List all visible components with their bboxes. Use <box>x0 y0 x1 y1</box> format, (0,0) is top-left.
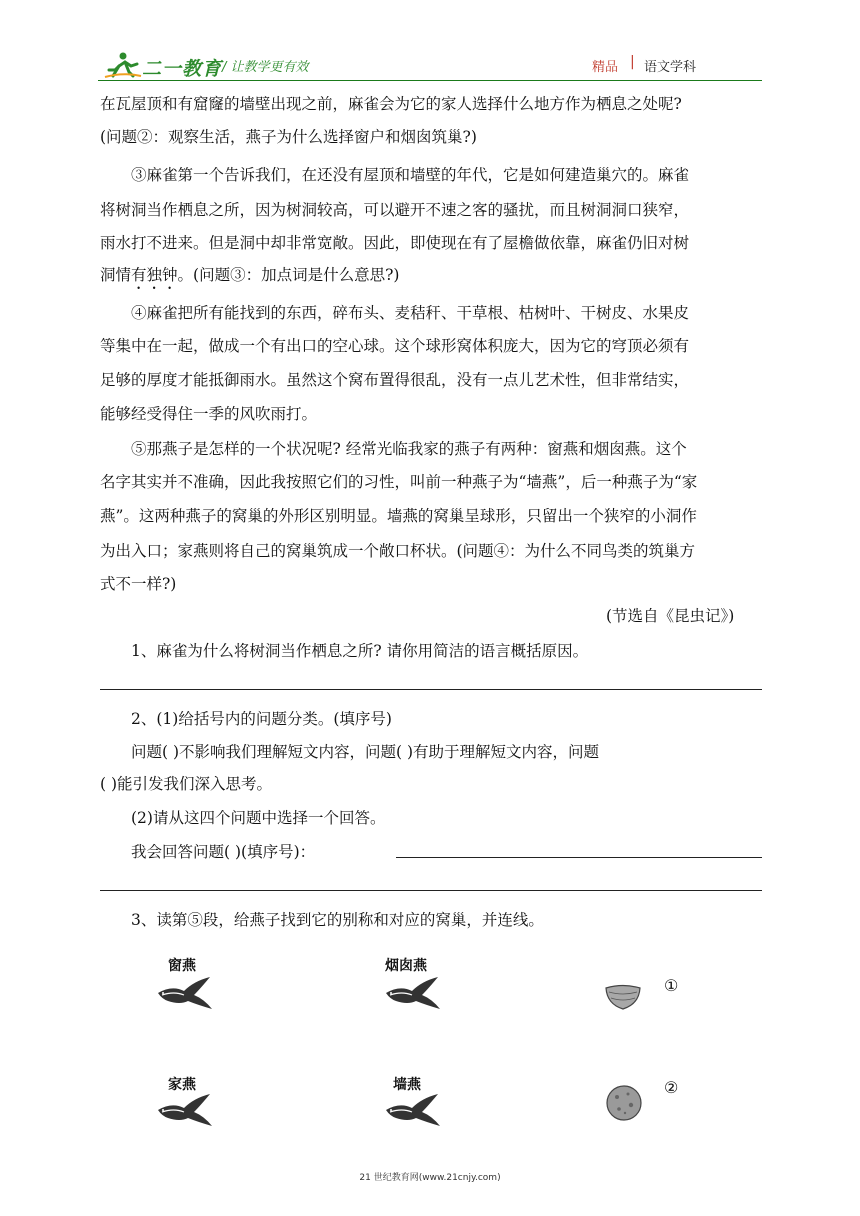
bird-label: 家燕 <box>168 1077 196 1093</box>
quality-badge: 精品 <box>592 60 619 75</box>
answer-line-q1[interactable] <box>100 689 762 690</box>
page-footer: 21 世纪教育网(www.21cnjy.com) <box>359 1173 501 1183</box>
header-divider <box>98 80 762 81</box>
swallow-icon[interactable] <box>154 1092 214 1134</box>
passage-line: ⑤那燕子是怎样的一个状况呢? 经常光临我家的燕子有两种：窗燕和烟囱燕。这个 <box>131 440 687 458</box>
question-1: 1、麻雀为什么将树洞当作栖息之所? 请你用简洁的语言概括原因。 <box>131 642 589 660</box>
question-2-part2: (2)请从这四个问题中选择一个回答。 <box>131 809 386 827</box>
answer-line-q2[interactable] <box>396 857 762 858</box>
passage-line: ④麻雀把所有能找到的东西，碎布头、麦秸秆、干草根、枯树叶、干树皮、水果皮 <box>131 304 690 322</box>
passage-line: 等集中在一起，做成一个有出口的空心球。这个球形窝体积庞大，因为它的穹顶必须有 <box>100 337 690 355</box>
swallow-icon[interactable] <box>382 975 442 1017</box>
swallow-icon[interactable] <box>154 975 214 1017</box>
answer-line-q2-extra[interactable] <box>100 890 762 891</box>
passage-line: 燕”。这两种燕子的窝巢的外形区别明显。墙燕的窝巢呈球形，只留出一个狭窄的小洞作 <box>100 507 697 525</box>
swallow-icon[interactable] <box>382 1092 442 1134</box>
bird-label: 墙燕 <box>393 1077 421 1093</box>
question-3: 3、读第⑤段，给燕子找到它的别称和对应的窝巢，并连线。 <box>131 911 544 929</box>
passage-line: 将树洞当作栖息之所，因为树洞较高，可以避开不速之客的骚扰，而且树洞洞口狭窄， <box>100 201 690 219</box>
passage-line: 能够经受得住一季的风吹雨打。 <box>100 405 318 423</box>
source-citation: (节选自《昆虫记》) <box>606 607 735 625</box>
question-2-title: 2、(1)给括号内的问题分类。(填序号) <box>131 710 392 728</box>
question-2-line: ( )能引发我们深入思考。 <box>100 775 273 793</box>
header-separator: | <box>630 54 635 70</box>
passage-line: 足够的厚度才能抵御雨水。虽然这个窝布置得很乱，没有一点儿艺术性，但非常结实， <box>100 371 690 389</box>
passage-line: 洞情有独钟。(问题③：加点词是什么意思?) <box>100 266 400 284</box>
passage-line: (问题②：观察生活，燕子为什么选择窗户和烟囱筑巢?) <box>100 128 477 146</box>
question-2-answer-prompt: 我会回答问题( )(填序号)： <box>131 843 316 861</box>
passage-line: 在瓦屋顶和有窟窿的墙壁出现之前，麻雀会为它的家人选择什么地方作为栖息之处呢? <box>100 95 682 113</box>
question-2-line: 问题( )不影响我们理解短文内容，问题( )有助于理解短文内容，问题 <box>131 743 600 761</box>
subject-label: 语文学科 <box>644 60 697 75</box>
bird-label: 窗燕 <box>168 958 196 974</box>
bird-label: 烟囱燕 <box>385 958 427 974</box>
cup-nest-icon[interactable] <box>603 980 643 1012</box>
passage-line: 式不一样?) <box>100 575 177 593</box>
nest-label: ① <box>664 976 679 995</box>
passage-line: 为出入口；家燕则将自己的窝巢筑成一个敞口杯状。(问题④：为什么不同鸟类的筑巢方 <box>100 542 696 560</box>
header-slogan: / 让教学更有效 <box>222 60 309 75</box>
logo-text: 二一教育 <box>142 58 223 80</box>
emphasized-word: 有独钟 <box>131 266 178 284</box>
passage-line: 雨水打不进来。但是洞中却非常宽敞。因此，即使现在有了屋檐做依靠，麻雀仍旧对树 <box>100 234 690 252</box>
ball-nest-icon[interactable] <box>604 1083 644 1123</box>
passage-line: ③麻雀第一个告诉我们，在还没有屋顶和墙壁的年代，它是如何建造巢穴的。麻雀 <box>131 166 690 184</box>
passage-line: 名字其实并不准确，因此我按照它们的习性，叫前一种燕子为“墙燕”，后一种燕子为“家 <box>100 473 698 491</box>
nest-label: ② <box>664 1078 679 1097</box>
